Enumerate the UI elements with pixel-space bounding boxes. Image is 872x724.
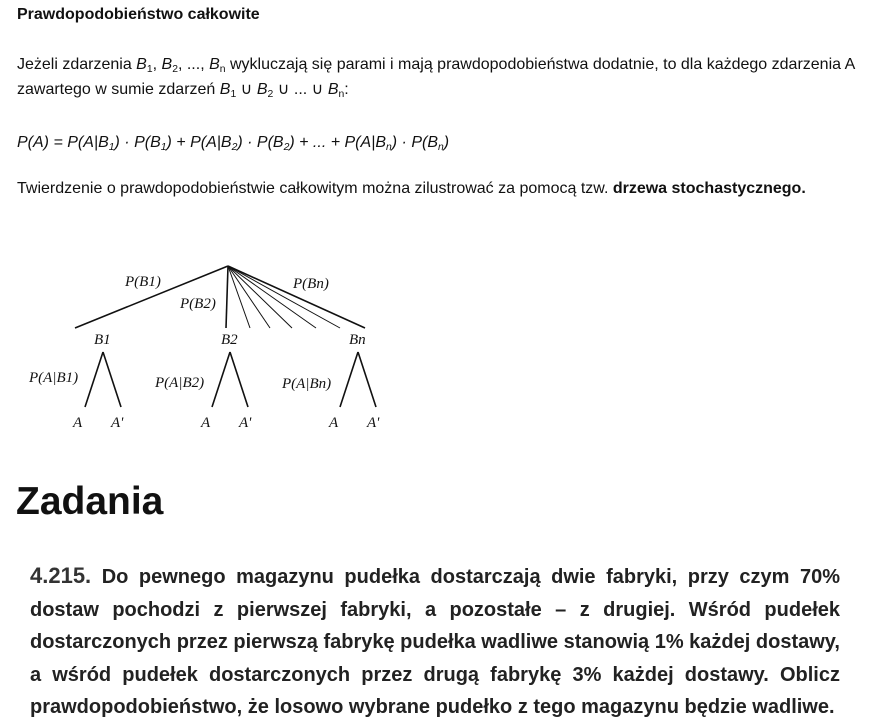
branch-bn-a <box>340 352 358 407</box>
task-4-215 <box>30 560 840 724</box>
node-b2: B2 <box>221 332 238 348</box>
edge-label-p-a-given-b1: P(A|B1) <box>29 370 79 386</box>
branch-b1-aprime <box>103 352 121 407</box>
leaf-aprime-2: A' <box>239 415 252 431</box>
tasks-heading: Zadania <box>16 480 164 523</box>
leaf-aprime-n: A' <box>367 415 380 431</box>
task-number: 4.215. <box>30 563 92 588</box>
branch-b2-a <box>212 352 230 407</box>
leaf-aprime-1: A' <box>111 415 124 431</box>
total-probability-formula: $P(A) = P(A|B_1) \cdot P(B_1) + P(A|B_2) \cdot P(B_2)$ + ... + $P(A|B_n) \cdot P(B_n)$ <box>17 134 450 154</box>
edge-label-p-bn: P(Bn) <box>293 276 329 292</box>
branch-bn-aprime <box>358 352 376 407</box>
edge-label-p-a-given-bn: P(A|Bn) <box>282 376 332 392</box>
branch-root-b2 <box>226 266 228 328</box>
task-text: Do pewnego magazynu pudełka dostarczają dwie fabryki, przy czym 70% dostaw pochodzi z pierwszej fabryki, a pozostałe – z drugiej. Wśród pudełek dostarczonych przez pierwszą fabrykę pudełka wadliwe stanowią 1% każdej dostawy, a wśród pudełek dostarczonych przez drugą fabrykę 3% każdej dostawy. Oblicz prawdopodobieństwo, że losowo wybrane pudełko z tego magazynu będzie wadliwe. <box>30 566 840 718</box>
section-title: Prawdopodobieństwo całkowite <box>17 6 260 23</box>
branch-root-hidden-3 <box>228 266 292 328</box>
leaf-a-1: A <box>73 415 83 431</box>
leaf-a-2: A <box>201 415 211 431</box>
edge-label-p-b2: P(B2) <box>180 296 216 312</box>
node-b1: B1 <box>94 332 111 348</box>
leaf-a-n: A <box>329 415 339 431</box>
branch-b2-aprime <box>230 352 248 407</box>
stochastic-tree-diagram <box>0 255 420 445</box>
tree-intro-paragraph: Twierdzenie o prawdopodobieństwie całkowitym można zilustrować za pomocą tzw. drzewa stochastycznego. <box>17 180 806 197</box>
definition-paragraph: Jeżeli zdarzenia $B_1$, $B_2$, ..., $B_n$ wykluczają się parami i mają prawdopodobieństwa dodatnie, to dla każdego zdarzenia A zawartego w sumie zdarzeń $B_1$ ∪ $B_2$ ∪ ... ∪ $B_n$: <box>17 56 855 101</box>
node-bn: Bn <box>349 332 366 348</box>
edge-label-p-a-given-b2: P(A|B2) <box>155 375 205 391</box>
edge-label-p-b1: P(B1) <box>125 274 161 290</box>
branch-b1-a <box>85 352 103 407</box>
tree-term: drzewa stochastycznego. <box>612 180 806 197</box>
